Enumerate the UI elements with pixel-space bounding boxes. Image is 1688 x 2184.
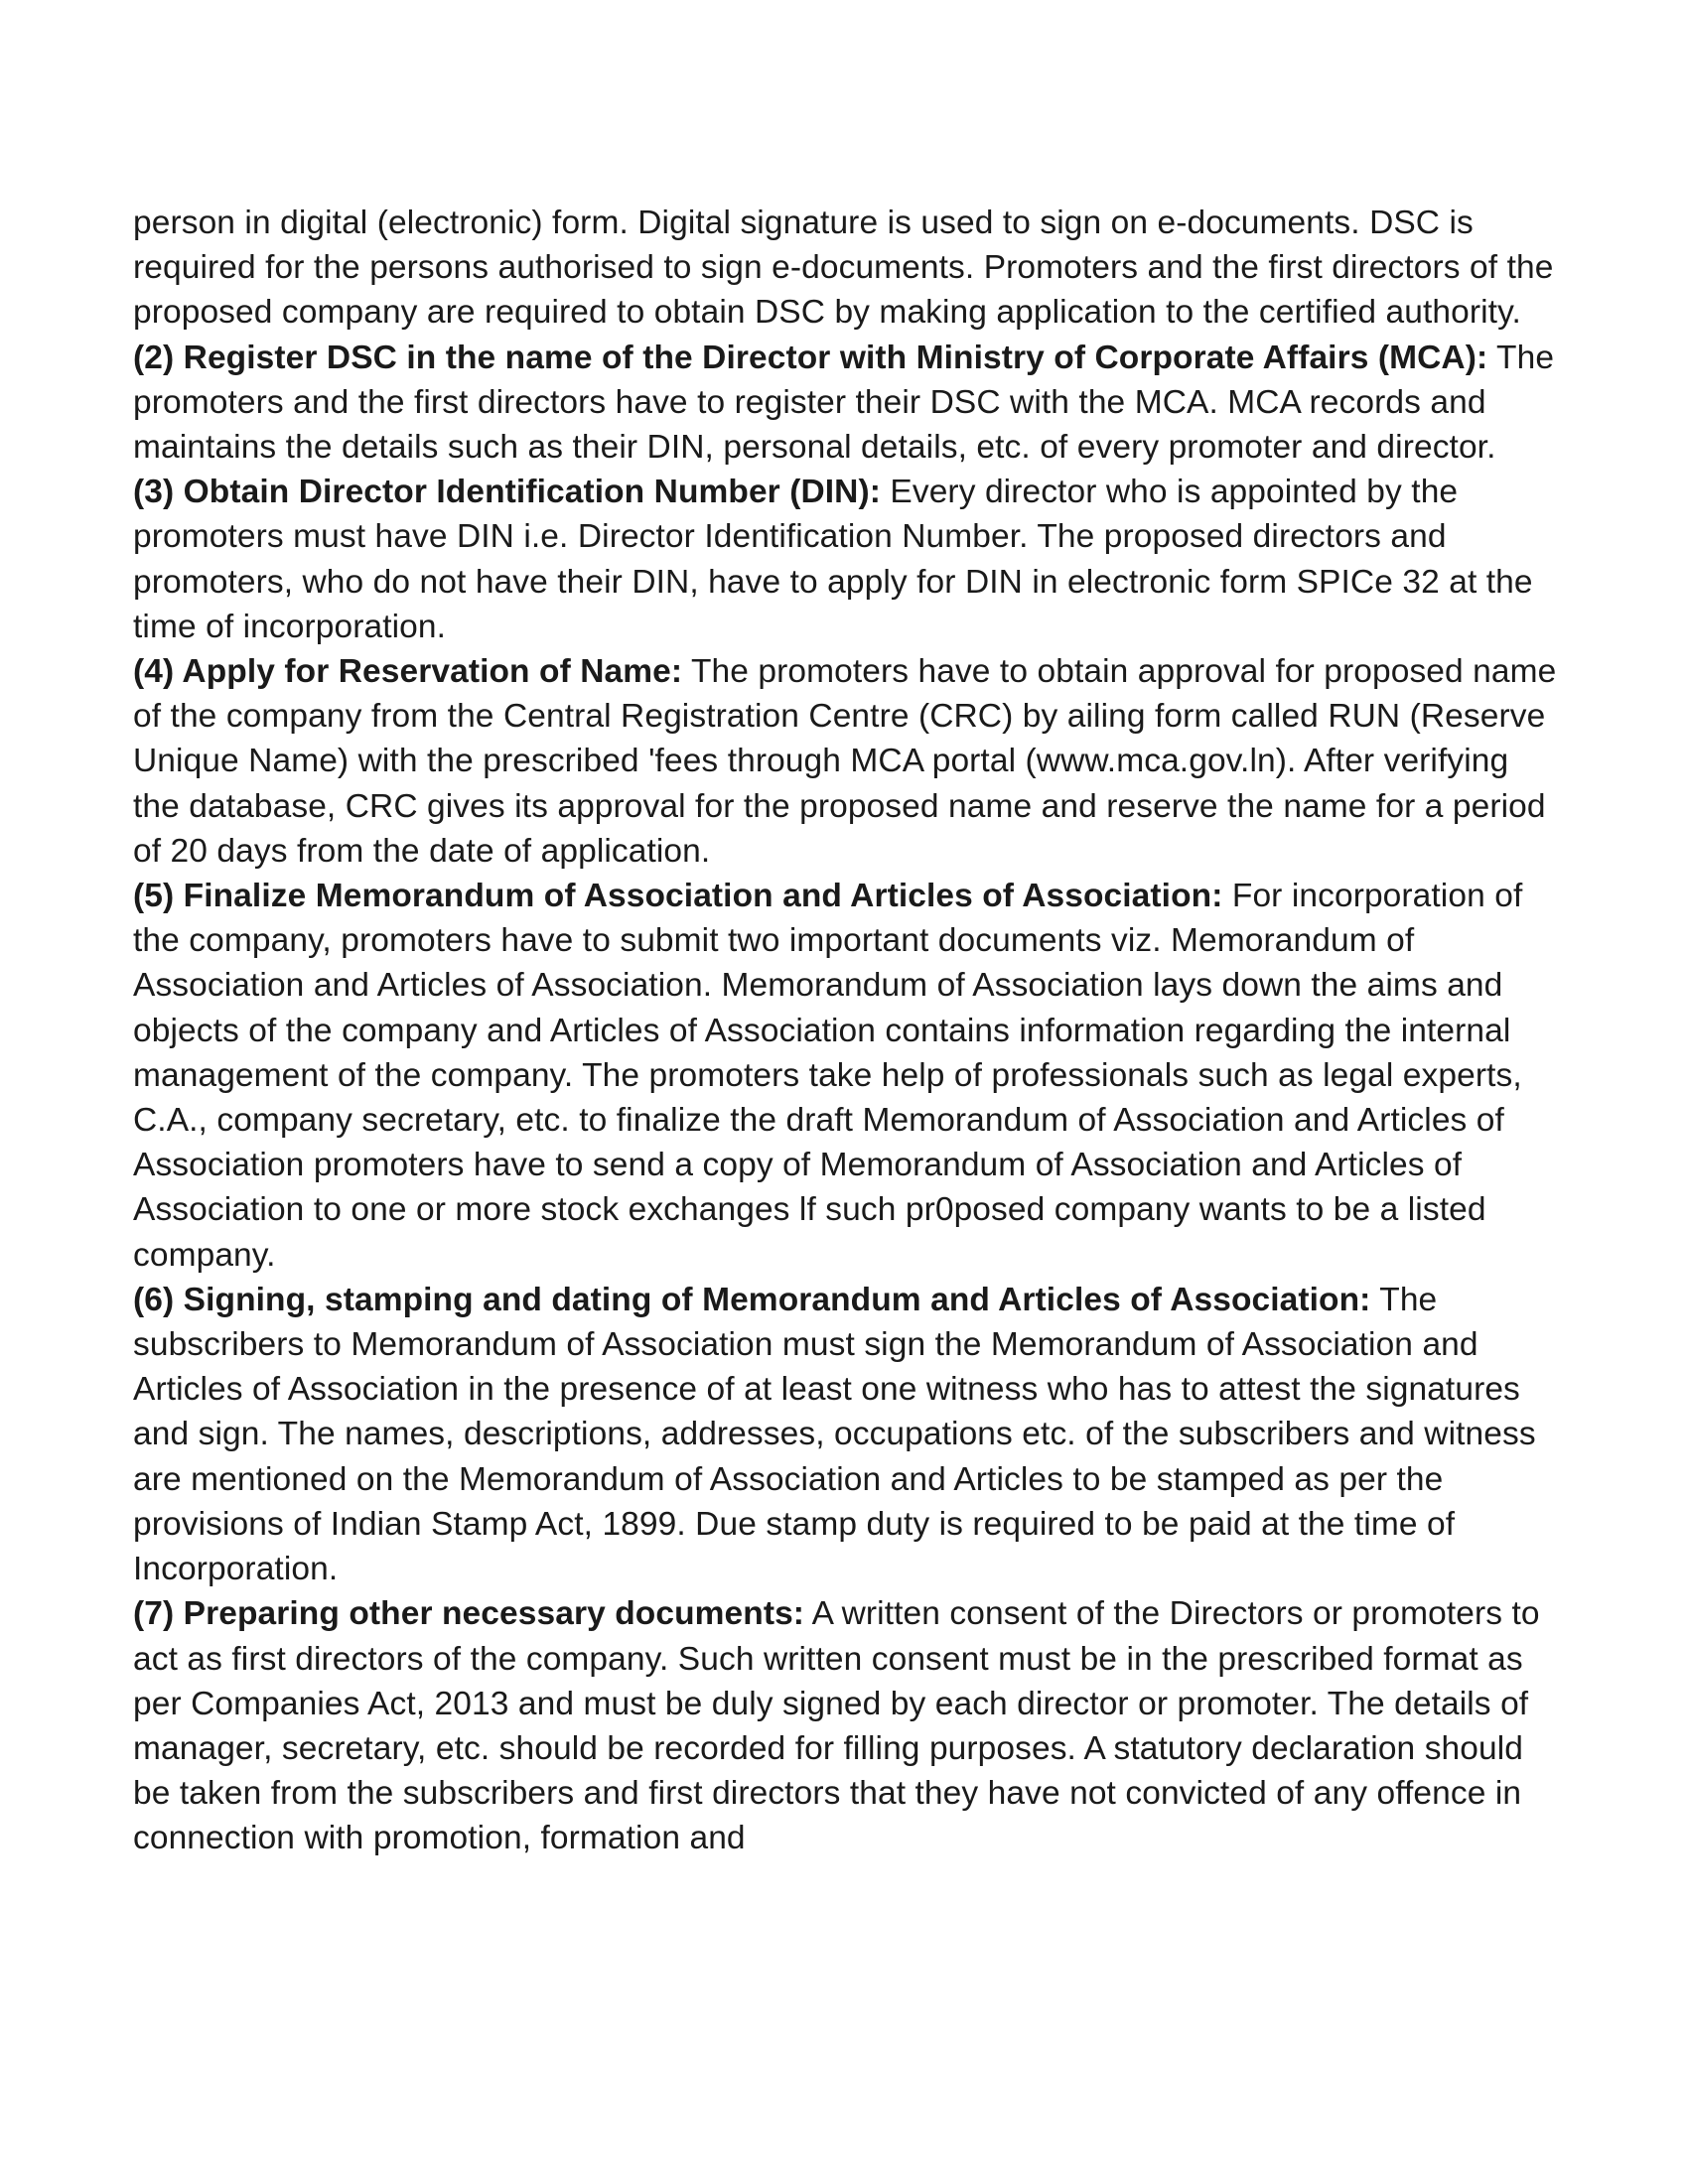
section-body: Every director who is appointed by the promoters must have DIN i.e. Director Identification Number. The proposed directors and promoters, who do not have their DIN, have to apply for DIN in electronic form SPICe 32 at the time of incorporation. bbox=[133, 474, 1533, 645]
section-body: The promoters and the first directors have to register their DSC with the MCA. MCA records and maintains the details such as their DIN, personal details, etc. of every promoter and director. bbox=[133, 339, 1555, 467]
section-signing-stamping bbox=[133, 1278, 1563, 1591]
section-heading: (3) Obtain Director Identification Number (DIN): bbox=[133, 474, 881, 511]
section-heading: (7) Preparing other necessary documents: bbox=[133, 1595, 805, 1633]
section-name-reservation bbox=[133, 649, 1563, 874]
section-finalize-moa-aoa bbox=[133, 874, 1563, 1278]
section-body: A written consent of the Directors or promoters to act as first directors of the company. Such written consent must be in the prescribed format as per Companies Act, 2013 and must be duly signed by each director or promoter. The details of manager, secretary, etc. should be recorded for filling purposes. A statutory declaration should be taken from the subscribers and first directors that they have not convicted of any offence in connection with promotion, formation and bbox=[133, 1595, 1540, 1857]
section-obtain-din bbox=[133, 470, 1563, 649]
section-heading: (4) Apply for Reservation of Name: bbox=[133, 653, 683, 691]
document-page bbox=[133, 201, 1563, 1861]
intro-paragraph: person in digital (electronic) form. Digital signature is used to sign on e-documents. DSC is required for the persons authorised to sign e-documents. Promoters and the first directors of the proposed company are required to obtain DSC by making application to the certified authority. bbox=[133, 205, 1554, 332]
section-heading: (6) Signing, stamping and dating of Memorandum and Articles of Association: bbox=[133, 1281, 1371, 1318]
section-body: For incorporation of the company, promoters have to submit two important documents viz. Memorandum of Association and Articles of Association. Memorandum of Association lays down the aims and objects of the company and Articles of Association contains information regarding the internal management of the company. The promoters take help of professionals such as legal experts, C.A., company secretary, etc. to finalize the draft Memorandum of Association and Articles of Association promoters have to send a copy of Memorandum of Association and Articles of Association to one or more stock exchanges lf such pr0posed company wants to be a listed company. bbox=[133, 878, 1523, 1274]
section-other-documents bbox=[133, 1591, 1563, 1860]
section-body: The promoters have to obtain approval for proposed name of the company from the Central Registration Centre (CRC) by ailing form called RUN (Reserve Unique Name) with the prescribed 'fees through MCA portal (www.mca.gov.ln). After verifying the database, CRC gives its approval for the proposed name and reserve the name for a period of 20 days from the date of application. bbox=[133, 653, 1557, 870]
section-register-dsc bbox=[133, 336, 1563, 471]
section-heading: (5) Finalize Memorandum of Association and Articles of Association: bbox=[133, 878, 1223, 915]
section-heading: (2) Register DSC in the name of the Director with Ministry of Corporate Affairs (MCA): bbox=[133, 339, 1488, 376]
section-body: The subscribers to Memorandum of Association must sign the Memorandum of Association and Articles of Association in the presence of at least one witness who has to attest the signatures and sign. The names, descriptions, addresses, occupations etc. of the subscribers and witness are mentioned on the Memorandum of Association and Articles to be stamped as per the provisions of Indian Stamp Act, 1899. Due stamp duty is required to be paid at the time of Incorporation. bbox=[133, 1281, 1536, 1588]
